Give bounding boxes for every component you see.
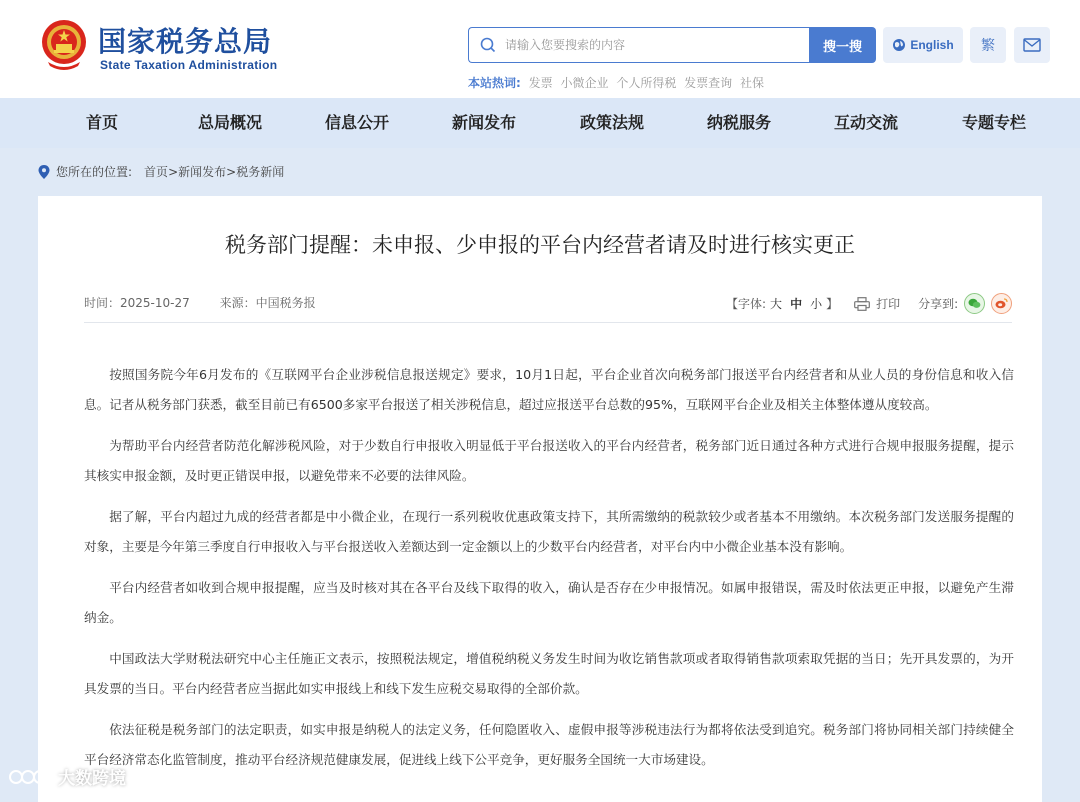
article-paragraph: 按照国务院今年6月发布的《互联网平台企业涉税信息报送规定》要求，10月1日起，平台企业首次向税务部门报送平台内经营者和从业人员的身份信息和收入信息。记者从税务部门获悉，截至目前已有6500多家平台报送了相关涉税信息，超过应报送平台总数的95%，互联网平台企业及相关主体整体遵从度较高。 [84,367,1014,412]
meta-divider [84,322,1012,323]
hot-keyword-invoice[interactable]: 发票 [528,76,553,90]
nav-item-news[interactable]: 新闻发布 [451,113,517,132]
national-emblem-icon[interactable] [40,18,88,70]
traditional-chinese-button[interactable]: 繁 [970,27,1006,63]
nav-item-interaction[interactable]: 互动交流 [833,113,899,132]
hot-keywords-label: 本站热词: [468,76,521,90]
english-version-button[interactable] [883,27,963,63]
article-paragraph: 据了解，平台内超过九成的经营者都是中小微企业，在现行一系列税收优惠政策支持下，其所需缴纳的税款较少或者基本不用缴纳。本次税务部门发送服务提醒的对象，主要是今年第三季度自行申报收入与平台报送收入差额达到一定金额以上的少数平台内经营者，对平台内中小微企业基本没有影响。 [84,509,1014,554]
hot-keyword-income-tax[interactable]: 个人所得税 [616,76,677,90]
watermark-text: 大数跨境 [58,769,126,789]
breadcrumb-home[interactable]: 首页 [144,165,169,179]
watermark-logo-icon [8,767,52,787]
hot-keyword-invoice-query[interactable]: 发票查询 [684,76,733,90]
breadcrumb-prefix: 您所在的位置: [56,165,133,179]
nav-item-policy[interactable]: 政策法规 [579,113,645,132]
site-header [0,0,1080,98]
share-label: 分享到: [918,297,959,311]
breadcrumb-news[interactable]: 新闻发布 [178,165,227,179]
article-paragraph: 为帮助平台内经营者防范化解涉税风险，对于少数自行申报收入明显低于平台报送收入的平台内经营者，税务部门近日通过各种方式进行合规申报服务提醒，提示其核实申报金额，及时更正错误申报，以避免带来不必要的法律风险。 [84,438,1014,483]
article-title: 税务部门提醒：未申报、少申报的平台内经营者请及时进行核实更正 [225,233,855,257]
article-source: 来源：中国税务报 [219,296,316,310]
article-paragraph: 中国政法大学财税法研究中心主任施正文表示，按照税法规定，增值税纳税义务发生时间为收讫销售款项或者取得销售款项索取凭据的当日；先开具发票的，为开具发票的当日。平台内经营者应当据此如实申报线上和线下发生应税交易取得的全部价款。 [84,651,1014,696]
nav-item-disclosure[interactable]: 信息公开 [324,113,390,132]
breadcrumb-separator: > [168,164,179,179]
font-size-label-open: 【字体: [726,297,767,311]
print-icon[interactable] [854,297,870,311]
english-label: English [910,38,954,52]
font-size-medium-button[interactable]: 中 [790,297,803,311]
search-box [468,27,810,63]
search-input[interactable] [505,33,795,57]
breadcrumb-separator: > [226,164,237,179]
main-nav [0,98,1080,148]
nav-item-overview[interactable]: 总局概况 [197,113,263,132]
hot-keyword-small-business[interactable]: 小微企业 [560,76,609,90]
article-paragraph: 依法征税是税务部门的法定职责，如实申报是纳税人的法定义务，任何隐匿收入、虚假申报等涉税违法行为都将依法受到追究。税务部门将协同相关部门持续健全平台经济常态化监管制度，推动平台经济规范健康发展，促进线上线下公平竞争，更好服务全国统一大市场建设。 [84,722,1014,767]
nav-item-tax-service[interactable]: 纳税服务 [706,113,772,132]
font-size-large-button[interactable]: 大 [770,297,783,311]
breadcrumb [38,163,284,180]
article-body [84,360,1014,786]
nav-item-home[interactable]: 首页 [85,113,119,132]
article-paragraph: 平台内经营者如收到合规申报提醒，应当及时核对其在各平台及线下取得的收入，确认是否存在少申报情况。如属申报错误，需及时依法更正申报，以避免产生滞纳金。 [84,580,1014,625]
mailbox-button[interactable] [1014,27,1050,63]
search-icon [479,36,497,54]
article-time: 时间：2025-10-27 [84,296,190,310]
wechat-share-icon[interactable] [964,293,985,314]
font-size-label-close: 】 [826,297,839,311]
globe-icon [892,38,906,52]
hot-keywords [468,74,764,91]
location-pin-icon [38,165,50,179]
site-logo-english[interactable]: State Taxation Administration [100,58,278,72]
site-logo-chinese[interactable]: 国家税务总局 [98,25,273,58]
article-tools [726,293,1012,314]
search-button[interactable]: 搜一搜 [809,27,876,63]
article-meta [84,294,316,311]
breadcrumb-tax-news[interactable]: 税务新闻 [236,165,285,179]
print-button[interactable]: 打印 [876,297,901,311]
article-card [38,196,1042,802]
nav-item-topics[interactable]: 专题专栏 [961,113,1027,132]
font-size-small-button[interactable]: 小 [810,297,823,311]
watermark [8,764,126,789]
hot-keyword-social-security[interactable]: 社保 [740,76,765,90]
mail-icon [1023,38,1041,52]
weibo-share-icon[interactable] [991,293,1012,314]
